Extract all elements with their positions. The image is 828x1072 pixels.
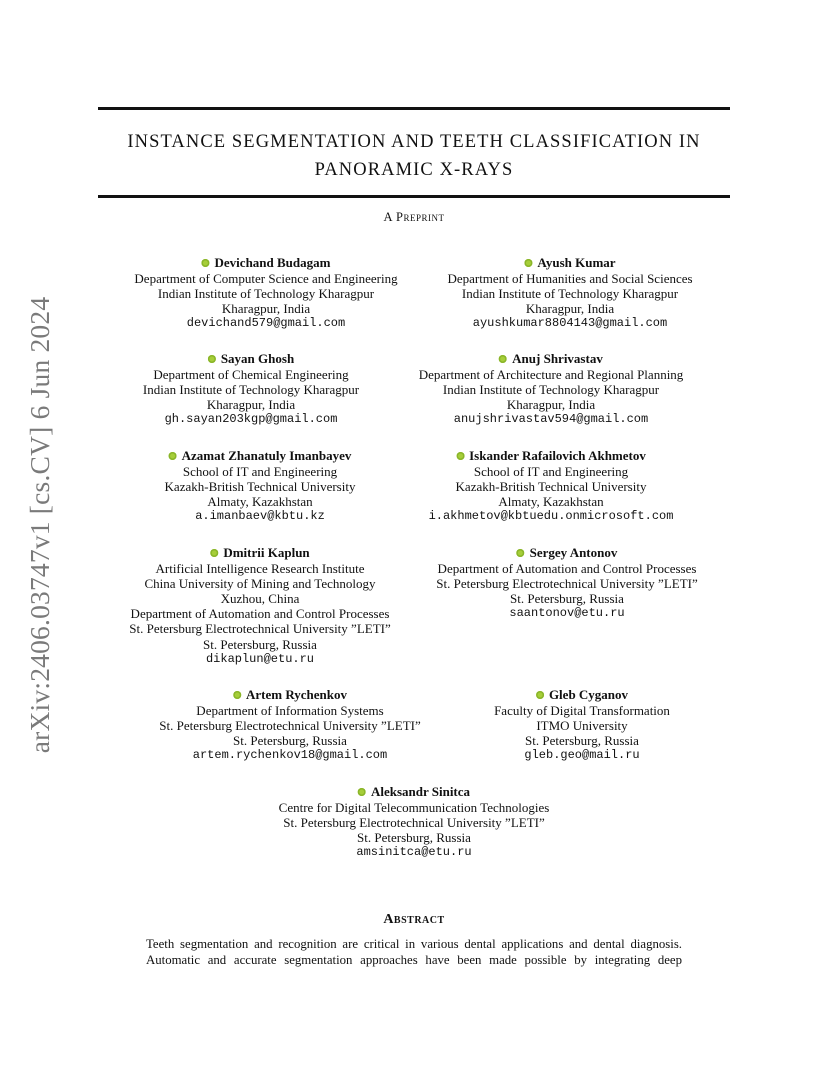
title-line-2: PANORAMIC X-RAYS: [314, 160, 514, 180]
author-affiliation: St. Petersburg, Russia: [233, 733, 347, 749]
author-email[interactable]: gh.sayan203kgp@gmail.com: [164, 412, 338, 427]
preprint-label: A Preprint: [383, 210, 445, 224]
author-block: [494, 687, 670, 763]
title-line-1: INSTANCE SEGMENTATION AND TEETH CLASSIFICATION IN: [127, 132, 701, 152]
orcid-icon[interactable]: [169, 452, 177, 460]
author-name: Ayush Kumar: [537, 255, 616, 271]
author-name: Artem Rychenkov: [245, 687, 347, 703]
author-name: Gleb Cyganov: [548, 687, 629, 703]
author-name: Iskander Rafailovich Akhmetov: [469, 448, 646, 464]
author-email[interactable]: ayushkumar8804143@gmail.com: [472, 316, 668, 331]
orcid-icon[interactable]: [536, 691, 544, 699]
author-email[interactable]: gleb.geo@mail.ru: [524, 748, 640, 763]
author-email[interactable]: anujshrivastav594@gmail.com: [453, 412, 649, 427]
abstract-line: Teeth segmentation and recognition are critical in various dental applications and dental diagnosis.: [146, 937, 682, 951]
author-affiliation: Kharagpur, India: [525, 301, 615, 317]
author-name: Sergey Antonov: [529, 545, 618, 561]
orcid-icon[interactable]: [208, 355, 216, 363]
author-affiliation: Department of Humanities and Social Sciences: [447, 270, 693, 286]
author-affiliation: St. Petersburg, Russia: [203, 636, 317, 652]
author-affiliation: St. Petersburg, Russia: [510, 591, 624, 607]
orcid-icon[interactable]: [499, 355, 507, 363]
author-email[interactable]: i.akhmetov@kbtuedu.onmicrosoft.com: [428, 509, 674, 524]
author-affiliation: ITMO University: [536, 717, 628, 733]
orcid-icon[interactable]: [202, 259, 210, 267]
author-affiliation: Centre for Digital Telecommunication Technologies: [278, 799, 550, 815]
author-affiliation: Almaty, Kazakhstan: [207, 494, 313, 510]
orcid-icon[interactable]: [233, 691, 241, 699]
author-block: [143, 351, 359, 427]
author-affiliation: St. Petersburg Electrotechnical University ”LETI”: [436, 575, 698, 591]
author-affiliation: Kazakh-British Technical University: [164, 478, 356, 494]
author-affiliation: School of IT and Engineering: [473, 463, 629, 479]
author-affiliation: St. Petersburg Electrotechnical University ”LETI”: [283, 814, 545, 830]
author-affiliation: St. Petersburg, Russia: [357, 830, 471, 846]
author-email[interactable]: amsinitca@etu.ru: [356, 845, 472, 860]
abstract-body: [146, 936, 682, 968]
author-name: Dmitrii Kaplun: [223, 545, 310, 561]
author-name: Sayan Ghosh: [220, 351, 295, 367]
author-name: Azamat Zhanatuly Imanbayev: [181, 448, 352, 464]
author-block: [165, 448, 356, 524]
author-name: Anuj Shrivastav: [512, 351, 603, 367]
orcid-icon[interactable]: [517, 549, 525, 557]
author-block: [279, 784, 550, 860]
author-block: [447, 255, 692, 331]
author-affiliation: Faculty of Digital Transformation: [494, 702, 670, 718]
orcid-icon[interactable]: [210, 549, 218, 557]
author-affiliation: Artificial Intelligence Research Institute: [155, 560, 365, 576]
author-block: [436, 545, 697, 621]
author-affiliation: Indian Institute of Technology Kharagpur: [157, 285, 375, 301]
orcid-icon[interactable]: [358, 788, 366, 796]
author-affiliation: St. Petersburg, Russia: [525, 733, 639, 749]
author-block: [134, 255, 397, 331]
author-affiliation: Kharagpur, India: [221, 301, 311, 317]
author-affiliation: Department of Automation and Control Processes: [437, 560, 697, 576]
orcid-icon[interactable]: [524, 259, 532, 267]
author-email[interactable]: dikaplun@etu.ru: [205, 651, 315, 666]
author-block: [159, 687, 420, 763]
author-block: [429, 448, 674, 524]
author-affiliation: Kazakh-British Technical University: [455, 478, 647, 494]
author-affiliation: St. Petersburg Electrotechnical University ”LETI”: [159, 717, 421, 733]
author-affiliation: Indian Institute of Technology Kharagpur: [461, 285, 679, 301]
title-rule-top: [98, 107, 730, 110]
author-email[interactable]: saantonov@etu.ru: [509, 606, 625, 621]
abstract-line: Automatic and accurate segmentation approaches have been made possible by integrating deep: [146, 953, 682, 967]
author-email[interactable]: devichand579@gmail.com: [186, 316, 346, 331]
author-affiliation: St. Petersburg Electrotechnical University ”LETI”: [129, 621, 391, 637]
author-email[interactable]: a.imanbaev@kbtu.kz: [195, 509, 325, 524]
author-name: Devichand Budagam: [214, 255, 331, 271]
author-block: [419, 351, 684, 427]
author-affiliation: Department of Architecture and Regional Planning: [418, 366, 684, 382]
author-affiliation: Almaty, Kazakhstan: [498, 494, 604, 510]
paper-title: [98, 128, 730, 184]
title-rule-bottom: [98, 195, 730, 198]
author-affiliation: School of IT and Engineering: [182, 463, 338, 479]
arxiv-sidebar-stamp: arXiv:2406.03747v1 [cs.CV] 6 Jun 2024: [24, 296, 55, 754]
author-affiliation: Department of Information Systems: [196, 702, 384, 718]
author-affiliation: Department of Automation and Control Processes: [130, 606, 390, 622]
author-affiliation: Department of Chemical Engineering: [153, 366, 349, 382]
abstract-heading: Abstract: [383, 912, 445, 927]
author-affiliation: Xuzhou, China: [220, 591, 300, 607]
author-affiliation: Indian Institute of Technology Kharagpur: [142, 381, 360, 397]
author-block: [129, 545, 390, 667]
orcid-icon[interactable]: [456, 452, 464, 460]
author-affiliation: Indian Institute of Technology Kharagpur: [442, 381, 660, 397]
author-name: Aleksandr Sinitca: [370, 784, 471, 800]
author-affiliation: Department of Computer Science and Engineering: [134, 270, 398, 286]
author-affiliation: Kharagpur, India: [206, 397, 296, 413]
author-affiliation: Kharagpur, India: [506, 397, 596, 413]
author-email[interactable]: artem.rychenkov18@gmail.com: [192, 748, 388, 763]
author-affiliation: China University of Mining and Technology: [144, 575, 376, 591]
